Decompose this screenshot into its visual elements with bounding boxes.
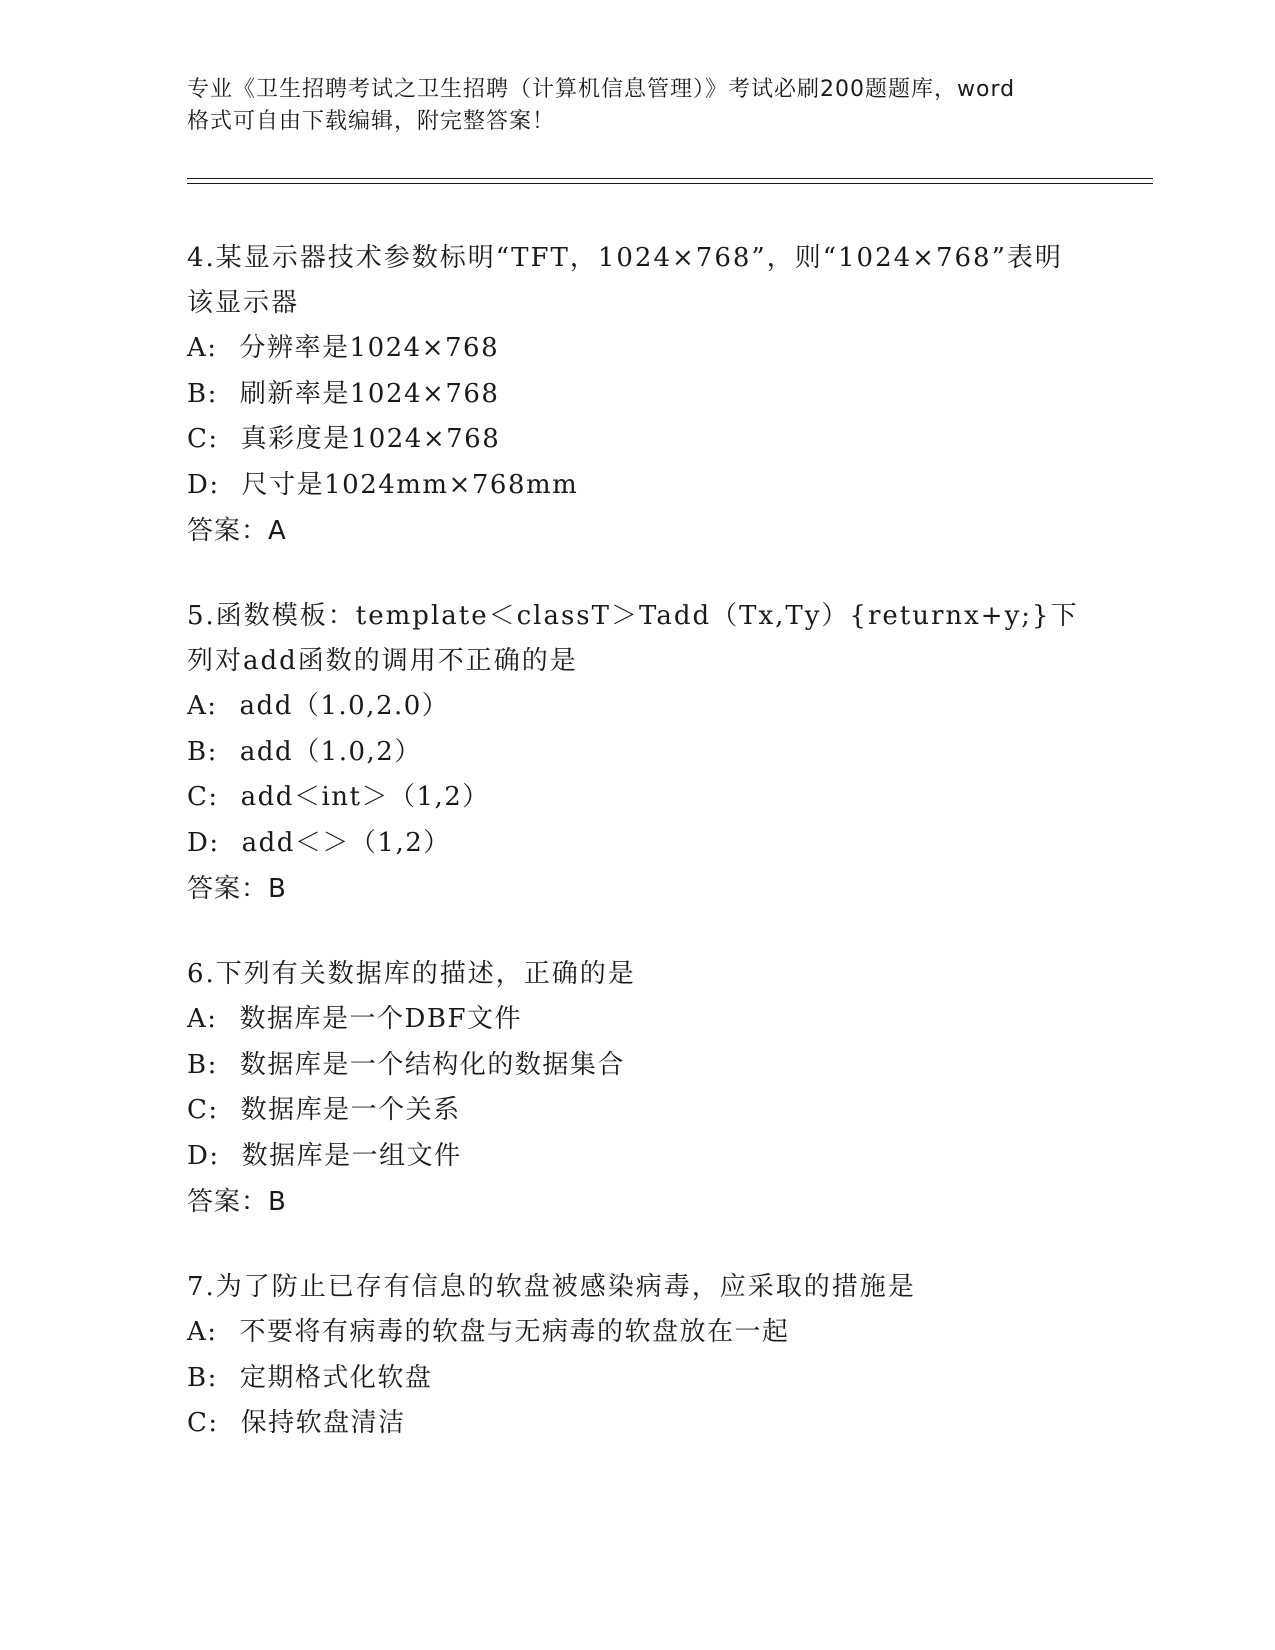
answer-line: 答案：A	[187, 516, 287, 546]
question-item	[187, 236, 1087, 554]
option-key: D:	[187, 469, 220, 500]
question-list	[187, 236, 1087, 1487]
option-key: C:	[187, 1408, 219, 1438]
option-key: B:	[187, 378, 218, 409]
option-a	[187, 1310, 1087, 1356]
option-key: B:	[187, 736, 218, 767]
option-text: 分辨率是1024×768	[239, 333, 500, 363]
option-text: 数据库是一组文件	[241, 1140, 462, 1171]
option-b	[187, 1356, 1087, 1402]
question-stem: 4.某显示器技术参数标明“TFT，1024×768”，则“1024×768”表明该显示器	[187, 243, 1063, 318]
option-key: A:	[187, 691, 218, 721]
option-key: D:	[187, 1140, 220, 1171]
question-item	[187, 594, 1087, 912]
option-key: A:	[187, 1004, 218, 1034]
question-item	[187, 1265, 1087, 1447]
option-d	[187, 1134, 1087, 1180]
option-text: 刷新率是1024×768	[239, 378, 500, 409]
option-a	[187, 326, 1087, 372]
option-text: 真彩度是1024×768	[240, 424, 501, 454]
option-text: add＜＞（1,2）	[241, 827, 451, 858]
option-text: add（1.0,2）	[239, 736, 422, 767]
option-text: 定期格式化软盘	[239, 1362, 433, 1393]
option-b	[187, 372, 1087, 418]
option-b	[187, 730, 1087, 776]
option-c	[187, 417, 1087, 463]
option-key: A:	[187, 333, 218, 363]
question-stem: 7.为了防止已存有信息的软盘被感染病毒，应采取的措施是	[187, 1272, 916, 1302]
answer-line: 答案：B	[187, 874, 287, 904]
option-c	[187, 1401, 1087, 1447]
question-stem: 6.下列有关数据库的描述，正确的是	[187, 959, 636, 989]
question-item	[187, 952, 1087, 1225]
option-key: A:	[187, 1317, 218, 1347]
header-line-1: 专业《卫生招聘考试之卫生招聘（计算机信息管理）》考试必刷200题题库，word	[187, 77, 1016, 102]
option-text: 尺寸是1024mm×768mm	[241, 469, 579, 500]
option-text: 数据库是一个DBF文件	[239, 1004, 523, 1034]
option-key: C:	[187, 424, 219, 454]
option-key: D:	[187, 827, 220, 858]
option-a	[187, 997, 1087, 1043]
option-d	[187, 821, 1087, 867]
document-header	[187, 74, 1087, 138]
option-key: C:	[187, 782, 219, 812]
option-text: add＜int＞（1,2）	[240, 782, 490, 812]
option-key: B:	[187, 1049, 218, 1080]
option-text: 保持软盘清洁	[240, 1408, 406, 1438]
header-divider-bottom	[187, 183, 1153, 184]
question-stem: 5.函数模板：template＜classT＞Tadd（Tx,Ty）{returnx+y;}下列对add函数的调用不正确的是	[187, 601, 1079, 676]
option-text: 不要将有病毒的软盘与无病毒的软盘放在一起	[239, 1317, 790, 1347]
option-key: B:	[187, 1362, 218, 1393]
option-key: C:	[187, 1095, 219, 1125]
option-text: 数据库是一个结构化的数据集合	[239, 1049, 625, 1080]
header-line-2: 格式可自由下载编辑，附完整答案！	[187, 109, 556, 134]
option-text: 数据库是一个关系	[240, 1095, 461, 1125]
option-a	[187, 684, 1087, 730]
header-divider-top	[187, 178, 1153, 179]
option-c	[187, 1088, 1087, 1134]
option-b	[187, 1043, 1087, 1089]
option-text: add（1.0,2.0）	[239, 691, 450, 721]
option-d	[187, 463, 1087, 509]
answer-line: 答案：B	[187, 1187, 287, 1217]
option-c	[187, 775, 1087, 821]
